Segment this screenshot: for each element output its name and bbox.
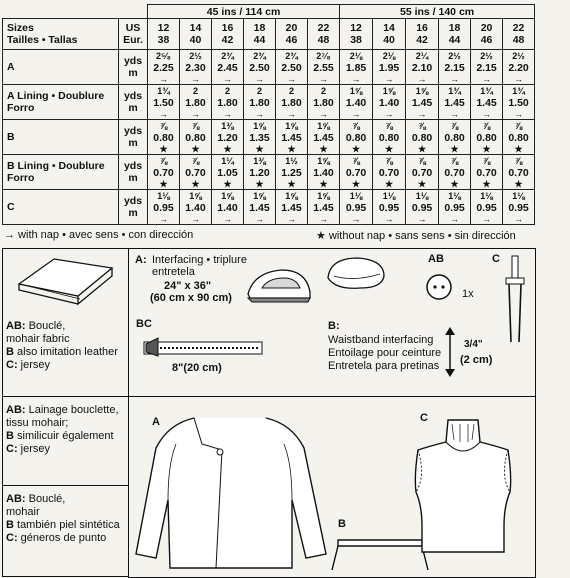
sizes-label [3,19,119,50]
fabric-line: mohair [6,506,40,518]
yardage-cell: 2⁵⁄₈ 2.25 → [148,50,180,85]
yardage-cell: ⅞ 0.80 ★ [373,120,406,155]
yardage-cell: ⅞ 0.80 ★ [148,120,180,155]
fabric-line: tissu mohair; [6,417,69,429]
yardage-cell: 1⅝ 1.40 → [373,85,406,120]
yardage-cell: ⅞ 0.70 ★ [180,155,212,190]
yardage-cell: 1⅝ 1.40 → [180,190,212,225]
zipper-view-label: BC [136,318,152,330]
yardage-cell: 1⅝ 1.45 ★ [308,120,340,155]
yardage-cell: 1⅝ 1.45 → [406,85,439,120]
fabric-line: C: géneros de punto [6,532,107,544]
yardage-cell: 1¾ 1.45 → [471,85,503,120]
interfacing-line-2: entretela [152,266,195,278]
width-45-header: 45 ins / 114 cm [148,5,340,19]
size-header-cell: 20 46 [471,19,503,50]
yardage-cell: 2⁷⁄₈ 2.55 → [308,50,340,85]
tool-view-label: C [492,253,500,265]
row-label: C [3,190,119,225]
width-cm: (2 cm) [460,354,493,366]
yardage-cell: 1¼ 1.05 ★ [212,155,244,190]
row-units: yds m [119,155,148,190]
yardage-cell: 2⅛ 1.85 → [340,50,373,85]
fabric-text-english [6,320,118,372]
row-units: yds m [119,50,148,85]
width-fraction: 3/4" [464,339,483,350]
yardage-cell: 1⅛ 0.95 → [340,190,373,225]
yardage-cell: 1⅝ 1.40 → [340,85,373,120]
interfacing-size-in: 24" x 36" [164,280,212,292]
fabric-line: mohair fabric [6,333,70,345]
yardage-cell: 1⅛ 0.95 → [373,190,406,225]
size-header-cell: 14 40 [180,19,212,50]
yardage-row [3,50,535,85]
interfacing-title: A: [135,254,147,266]
zipper-length: 8"(20 cm) [172,362,222,374]
yardage-table [2,4,535,225]
yardage-cell: ⅞ 0.80 ★ [503,120,535,155]
size-header-cell: 22 48 [308,19,340,50]
row-label: B [3,120,119,155]
waistband-title: B: [328,320,340,332]
size-header-cell: 16 42 [406,19,439,50]
without-nap-note: ★ without nap • sans sens • sin dirección [316,230,516,242]
size-header-cell: 12 38 [340,19,373,50]
yardage-cell: 1⅛ 0.95 → [439,190,471,225]
size-header-cell: 16 42 [212,19,244,50]
view-c-label: C [420,412,428,424]
width-55-header: 55 ins / 140 cm [340,5,535,19]
yardage-row [3,190,535,225]
fabric-bolt-icon [14,254,114,312]
yardage-cell: ⅞ 0.70 ★ [439,155,471,190]
button-quantity: 1x [462,288,474,300]
twin-needle-icon [502,256,530,346]
yardage-cell: 1¾ 1.50 → [503,85,535,120]
size-system-labels: US Eur. [119,19,148,50]
top-view-c-drawing [400,416,526,560]
width-arrow-icon [444,326,456,378]
yardage-cell: ⅞ 0.80 ★ [180,120,212,155]
with-nap-note: → with nap • avec sens • con dirección [4,229,194,241]
fabric-line: AB: Bouclé, [6,320,66,332]
yardage-cell: 1⅛ 0.95 → [471,190,503,225]
yardage-cell: 2½ 2.30 → [180,50,212,85]
view-a-label: A [152,416,160,428]
yardage-cell: 1⅝ 1.45 ★ [276,120,308,155]
yardage-cell: ⅞ 0.80 ★ [471,120,503,155]
row-label: B Lining • Doublure Forro [3,155,119,190]
yardage-cell: 1¾ 1.45 → [439,85,471,120]
yardage-cell: ⅞ 0.80 ★ [439,120,471,155]
fabric-text-spanish [6,493,120,545]
size-header-cell: 14 40 [373,19,406,50]
yardage-cell: ⅞ 0.70 ★ [340,155,373,190]
yardage-cell: 1⅝ 1.45 → [276,190,308,225]
yardage-cell: 2½ 2.15 → [439,50,471,85]
yardage-cell: ⅞ 0.70 ★ [503,155,535,190]
yardage-cell: 1⅝ 1.35 ★ [244,120,276,155]
yardage-cell: 1¾ 1.50 → [148,85,180,120]
yardage-cell: ⅞ 0.80 ★ [340,120,373,155]
button-view-label: AB [428,253,444,265]
sizes-label-en: Sizes [7,22,34,34]
yardage-cell: ⅞ 0.70 ★ [148,155,180,190]
yardage-cell: 1⅛ 0.95 → [406,190,439,225]
yardage-row [3,120,535,155]
fabric-line: B also imitation leather [6,346,118,358]
yardage-cell: ⅞ 0.70 ★ [406,155,439,190]
interfacing-size-cm: (60 cm x 90 cm) [150,292,232,304]
size-header-cell: 22 48 [503,19,535,50]
fabric-line: B similicuir également [6,430,114,442]
jacket-view-a-drawing [132,404,332,570]
size-header-cell: 20 46 [276,19,308,50]
yardage-cell: 2 1.80 → [180,85,212,120]
yardage-cell: 1½ 1.25 ★ [276,155,308,190]
row-units: yds m [119,85,148,120]
yardage-cell: 2¾ 2.45 → [212,50,244,85]
size-header-cell: 12 38 [148,19,180,50]
yardage-cell: 2½ 2.20 → [503,50,535,85]
yardage-cell: 2 1.80 → [276,85,308,120]
yardage-cell: 1⅝ 1.40 → [212,190,244,225]
yardage-cell: 2¾ 2.50 → [244,50,276,85]
fabric-line: C: jersey [6,443,51,455]
iron-icon [244,254,314,304]
yardage-cell: 1⅝ 1.45 → [308,190,340,225]
yardage-cell: 1⅛ 0.95 → [148,190,180,225]
view-b-label: B [338,518,346,530]
yardage-cell: 1⅛ 0.95 → [503,190,535,225]
yardage-row [3,85,535,120]
row-label: A [3,50,119,85]
size-header-cell: 18 44 [439,19,471,50]
sizes-label-fr-es: Tailles • Tallas [7,34,78,46]
fabric-text-french [6,404,119,456]
fabric-line: B también piel sintética [6,519,120,531]
row-units: yds m [119,190,148,225]
yardage-cell: 2 1.80 → [244,85,276,120]
button-icon [424,272,454,302]
pressing-ham-icon [324,254,388,296]
yardage-cell: 1⅝ 1.45 → [244,190,276,225]
yardage-cell: 1⅝ 1.40 ★ [308,155,340,190]
waistband-line-3: Entretela para pretinas [328,360,440,372]
yardage-cell: 1⅜ 1.20 ★ [212,120,244,155]
yardage-cell: 2 1.80 → [308,85,340,120]
yardage-cell: 2¾ 2.50 → [276,50,308,85]
yardage-cell: 1⅜ 1.20 ★ [244,155,276,190]
row-label: A Lining • Doublure Forro [3,85,119,120]
fabric-line: AB: Bouclé, [6,493,66,505]
yardage-row [3,155,535,190]
yardage-cell: ⅞ 0.70 ★ [471,155,503,190]
size-header-cell: 18 44 [244,19,276,50]
zipper-icon [142,334,266,360]
waistband-line-2: Entoilage pour ceinture [328,347,442,359]
yardage-cell: ⅞ 0.70 ★ [373,155,406,190]
yardage-cell: 2½ 2.15 → [471,50,503,85]
yardage-cell: 2¼ 2.10 → [406,50,439,85]
interfacing-line-1: Interfacing • triplure [152,254,247,266]
yardage-cell: 2 1.80 → [212,85,244,120]
fabric-line: AB: Lainage bouclette, [6,404,119,416]
row-units: yds m [119,120,148,155]
waistband-line-1: Waistband interfacing [328,334,434,346]
fabric-line: C: jersey [6,359,51,371]
yardage-cell: ⅞ 0.80 ★ [406,120,439,155]
yardage-cell: 2⅛ 1.95 → [373,50,406,85]
